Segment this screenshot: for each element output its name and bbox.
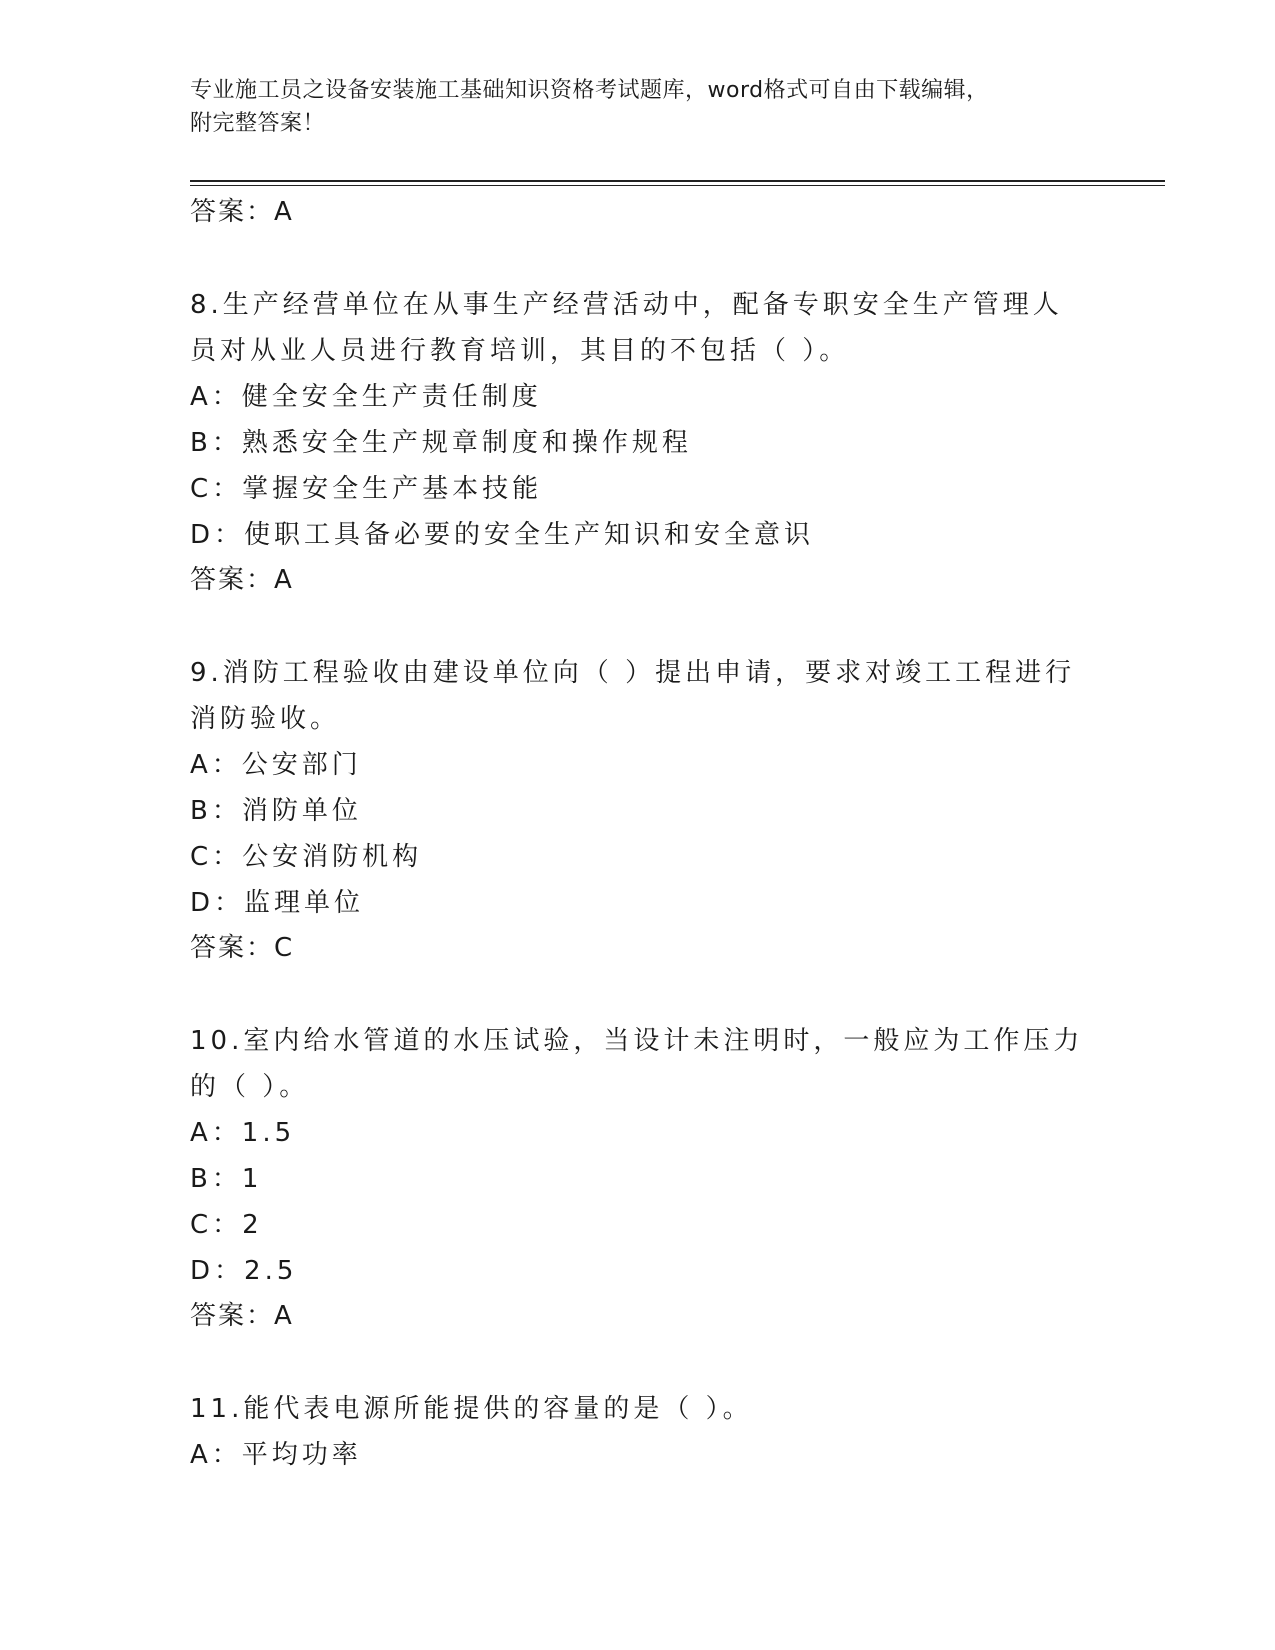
option-a: A：公安部门 xyxy=(190,750,362,780)
option-a: A：1.5 xyxy=(190,1118,296,1148)
option-d: D：监理单位 xyxy=(190,888,365,918)
question-text: 10.室内给水管道的水压试验，当设计未注明时，一般应为工作压力的（ ）。 xyxy=(190,1026,1084,1102)
option-c: C：掌握安全生产基本技能 xyxy=(190,474,543,504)
question-text: 8.生产经营单位在从事生产经营活动中，配备专职安全生产管理人员对从业人员进行教育培训，其目的不包括（ ）。 xyxy=(190,290,1063,366)
option-c: C：2 xyxy=(190,1210,263,1240)
header-line-2: 附完整答案！ xyxy=(190,111,326,136)
option-d: D：使职工具备必要的安全生产知识和安全意识 xyxy=(190,520,815,550)
answer-line: 答案：A xyxy=(190,565,294,595)
option-b: B：熟悉安全生产规章制度和操作规程 xyxy=(190,428,692,458)
document-header xyxy=(190,74,1070,140)
question-item xyxy=(190,1386,1090,1478)
option-a: A：平均功率 xyxy=(190,1440,362,1470)
question-item xyxy=(190,282,1090,602)
option-d: D：2.5 xyxy=(190,1256,298,1286)
question-item xyxy=(190,650,1090,970)
question-text: 9.消防工程验收由建设单位向（ ）提出申请，要求对竣工工程进行消防验收。 xyxy=(190,658,1076,734)
answer-line: 答案：A xyxy=(190,197,294,227)
option-c: C：公安消防机构 xyxy=(190,842,423,872)
question-item xyxy=(190,1018,1090,1338)
header-divider xyxy=(190,180,1165,182)
answer-line: 答案：A xyxy=(190,1301,294,1331)
option-b: B：1 xyxy=(190,1164,263,1194)
option-a: A：健全安全生产责任制度 xyxy=(190,382,542,412)
header-divider-thin xyxy=(190,185,1165,186)
header-line-1: 专业施工员之设备安装施工基础知识资格考试题库，word格式可自由下载编辑， xyxy=(190,78,989,103)
answer-line: 答案：C xyxy=(190,933,295,963)
question-list xyxy=(190,190,1090,1478)
question-text: 11.能代表电源所能提供的容量的是（ ）。 xyxy=(190,1394,753,1424)
option-b: B：消防单位 xyxy=(190,796,362,826)
